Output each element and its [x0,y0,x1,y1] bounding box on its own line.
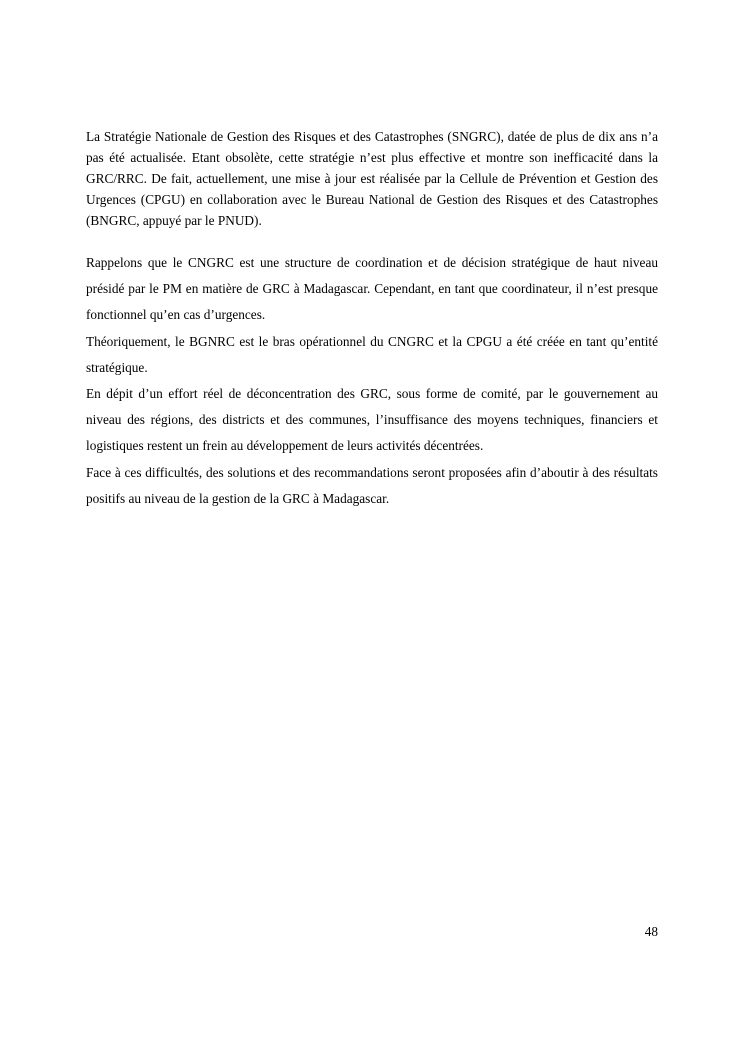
paragraph-bgnrc: Théoriquement, le BGNRC est le bras opérationnel du CNGRC et la CPGU a été créée en tant qu’entité stratégique. [86,333,658,375]
paragraph-recommendations: Face à ces difficultés, des solutions et des recommandations seront proposées afin d’aboutir à des résultats positifs au niveau de la gestion de la GRC à Madagascar. [86,464,658,506]
paragraph-sngrc: La Stratégie Nationale de Gestion des Risques et des Catastrophes (SNGRC), datée de plus de dix ans n’a pas été actualisée. Etant obsolète, cette stratégie n’est plus effective et montre son inefficacité dans la GRC/RRC. De fait, actuellement, une mise à jour est réalisée par la Cellule de Prévention et Gestion des Urgences (CPGU) en collaboration avec le Bureau National de Gestion des Risques et des Catastrophes (BNGRC, appuyé par le PNUD). [86,129,658,228]
paragraph-deconcentration: En dépit d’un effort réel de déconcentration des GRC, sous forme de comité, par le gouvernement au niveau des régions, des districts et des communes, l’insuffisance des moyens techniques, financiers et logistiques restent un frein au développement de leurs activités décentrées. [86,386,658,454]
body-paragraphs-block [86,250,658,512]
intro-paragraph-block [86,126,658,231]
page-number: 48 [644,924,658,939]
paragraph-cngrc: Rappelons que le CNGRC est une structure de coordination et de décision stratégique de haut niveau présidé par le PM en matière de GRC à Madagascar. Cependant, en tant que coordinateur, il n’est presque fonctionnel qu’en cas d’urgences. [86,255,658,323]
